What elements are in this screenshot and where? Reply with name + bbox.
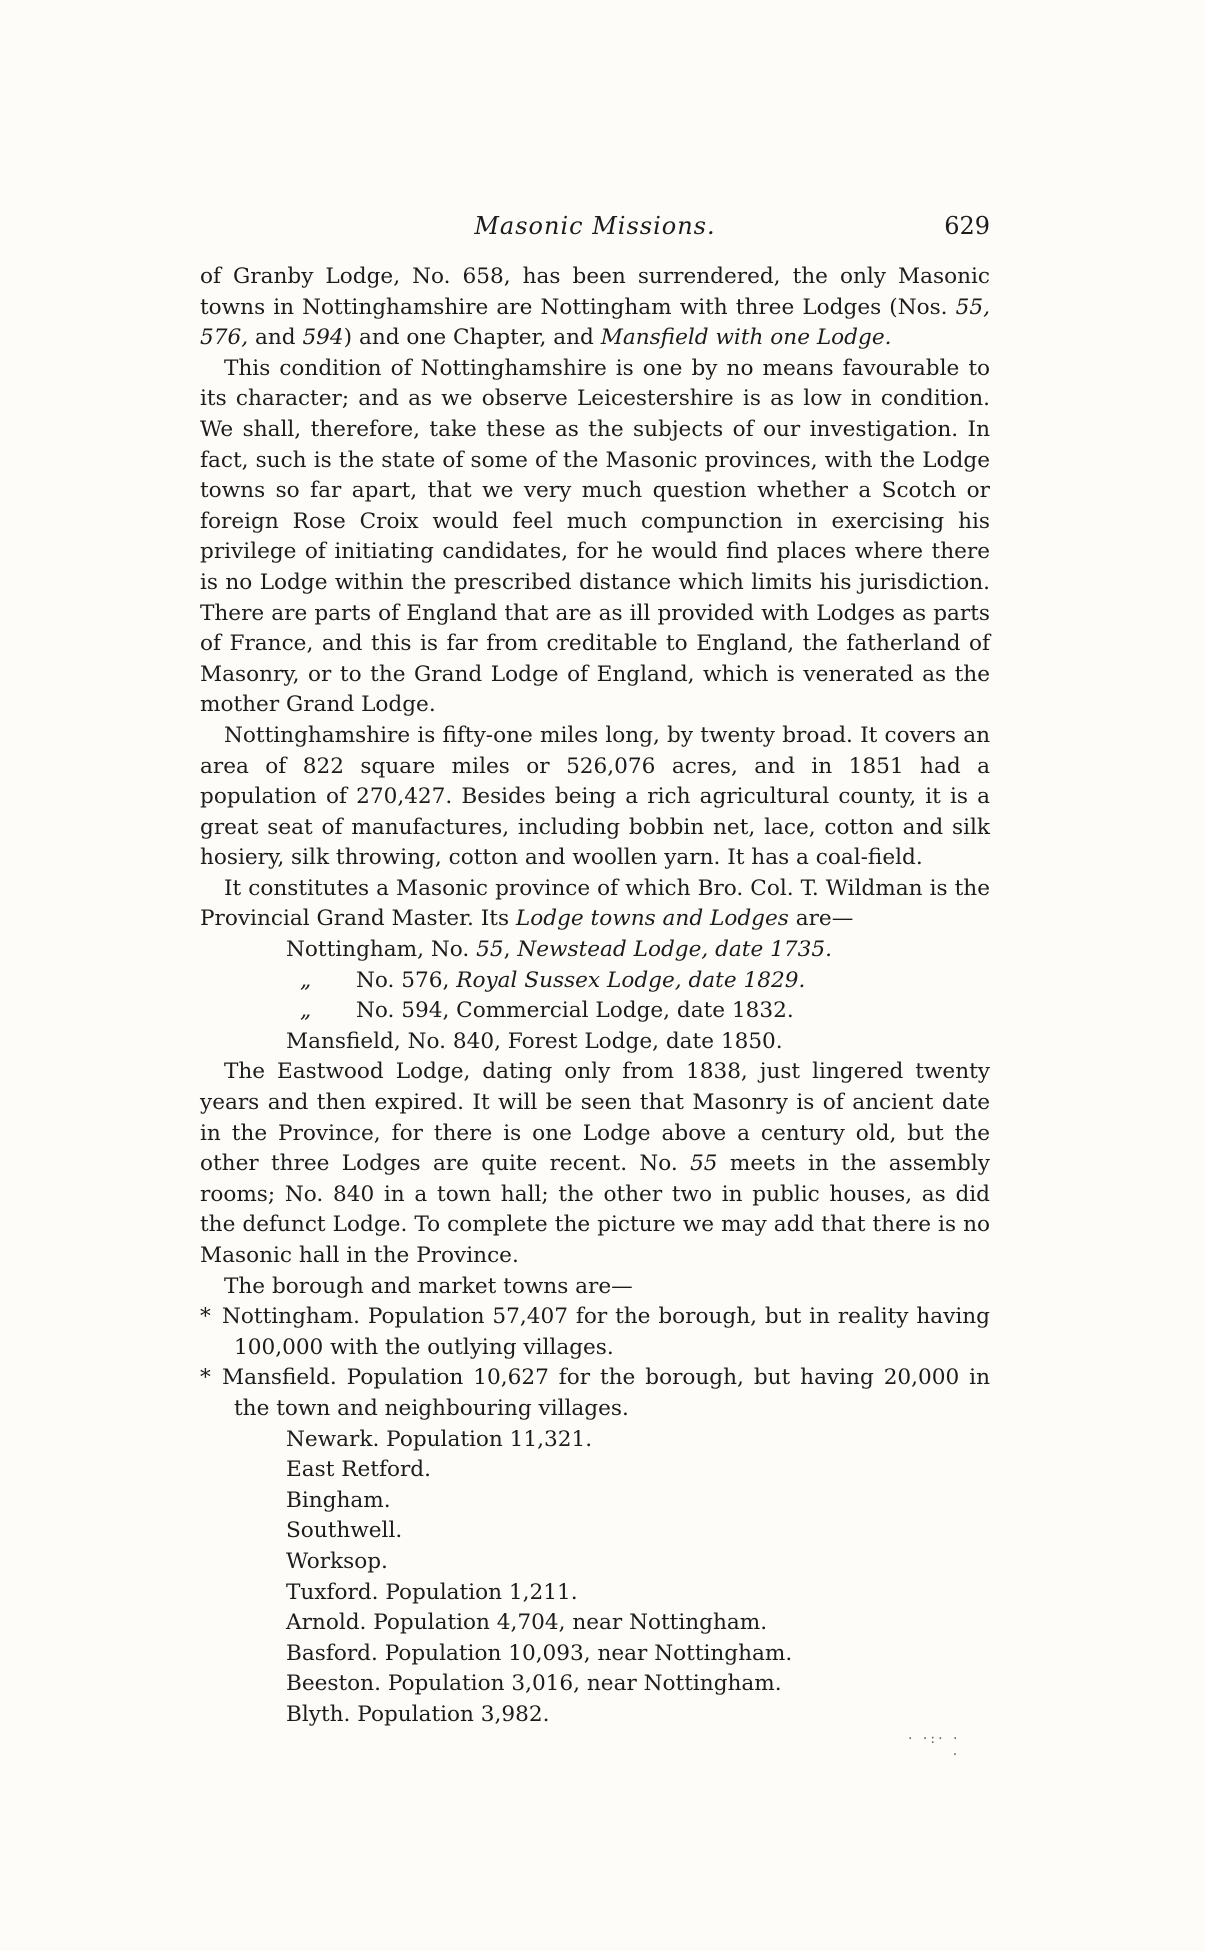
asterisk-mark: * (200, 1304, 211, 1330)
town-entry: Southwell. (286, 1518, 403, 1544)
town-list (200, 1302, 990, 1730)
town-entry: Arnold. Population 4,704, near Nottingham. (286, 1610, 768, 1636)
town-entry: East Retford. (286, 1457, 431, 1483)
paragraph: This condition of Nottinghamshire is one by no means favourable to its character; and as we observe Leicestershire is as low in condition. We shall, therefore, take these as the subjects of our investigation. In fact, such is the state of some of the Masonic provinces, with the Lodge towns so far apart, that we very much question whether a Scotch or foreign Rose Croix would feel much compunction in exercising his privilege of initiating candidates, for he would find places where there is no Lodge within the prescribed distance which limits his jurisdiction. There are parts of England that are as ill provided with Lodges as parts of France, and this is far from creditable to England, the fatherland of Masonry, or to the Grand Lodge of England, which is venerated as the mother Grand Lodge. (200, 355, 990, 718)
town-entry: Newark. Population 11,321. (286, 1426, 593, 1452)
lodge-list (200, 935, 990, 1057)
page-header (200, 212, 990, 242)
lodge-entry: „ No. 594, Commercial Lodge, date 1832. (200, 996, 990, 1027)
paragraph-continuation: of Granby Lodge, No. 658, has been surrendered, the only Masonic towns in Nottinghamshire are Nottingham with three Lodges (Nos. 55, 576, and 594) and one Chapter, and Mansfield with one Lodge. (200, 264, 990, 351)
paragraph: It constitutes a Masonic province of which Bro. Col. T. Wildman is the Provincial Grand Master. Its Lodge towns and Lodges are— (200, 875, 990, 932)
ditto-mark: „ (300, 967, 312, 993)
town-entry: Tuxford. Population 1,211. (286, 1579, 578, 1605)
town-entry: Blyth. Population 3,982. (286, 1701, 550, 1727)
lodge-entry: Mansfield, No. 840, Forest Lodge, date 1850. (286, 1028, 783, 1054)
paragraph: The Eastwood Lodge, dating only from 1838, just lingered twenty years and then expired. It will be seen that Masonry is of ancient date in the Province, for there is one Lodge above a century old, but the other three Lodges are quite recent. No. 55 meets in the assembly rooms; No. 840 in a town hall; the other two in public houses, as did the defunct Lodge. To complete the picture we may add that there is no Masonic hall in the Province. (200, 1059, 990, 1268)
paragraph: The borough and market towns are— (224, 1273, 633, 1299)
town-entry: Basford. Population 10,093, near Nottingham. (286, 1640, 793, 1666)
town-entry: * Nottingham. Population 57,407 for the borough, but in reality having 100,000 with the outlying villages. (200, 1304, 990, 1360)
body-text (200, 262, 990, 1731)
town-entry: * Mansfield. Population 10,627 for the borough, but having 20,000 in the town and neighbouring villages. (200, 1365, 990, 1421)
paper-specks: · ·:· · · (908, 1731, 961, 1763)
lodge-entry: „ No. 576, Royal Sussex Lodge, date 1829. (200, 966, 990, 997)
town-entry: Bingham. (286, 1487, 391, 1513)
page-number: 629 (944, 212, 990, 240)
town-entry: Worksop. (286, 1548, 388, 1574)
town-entry: Beeston. Population 3,016, near Nottingham. (286, 1671, 782, 1697)
asterisk-mark: * (200, 1365, 211, 1391)
running-title: Masonic Missions. (474, 212, 716, 240)
ditto-mark: „ (300, 998, 312, 1024)
paragraph: Nottinghamshire is fifty-one miles long, by twenty broad. It covers an area of 822 square miles or 526,076 acres, and in 1851 had a population of 270,427. Besides being a rich agricultural county, it is a great seat of manufactures, including bobbin net, lace, cotton and silk hosiery, silk throwing, cotton and woollen yarn. It has a coal-field. (200, 722, 990, 871)
lodge-entry: Nottingham, No. 55, Newstead Lodge, date 1735. (286, 937, 832, 963)
